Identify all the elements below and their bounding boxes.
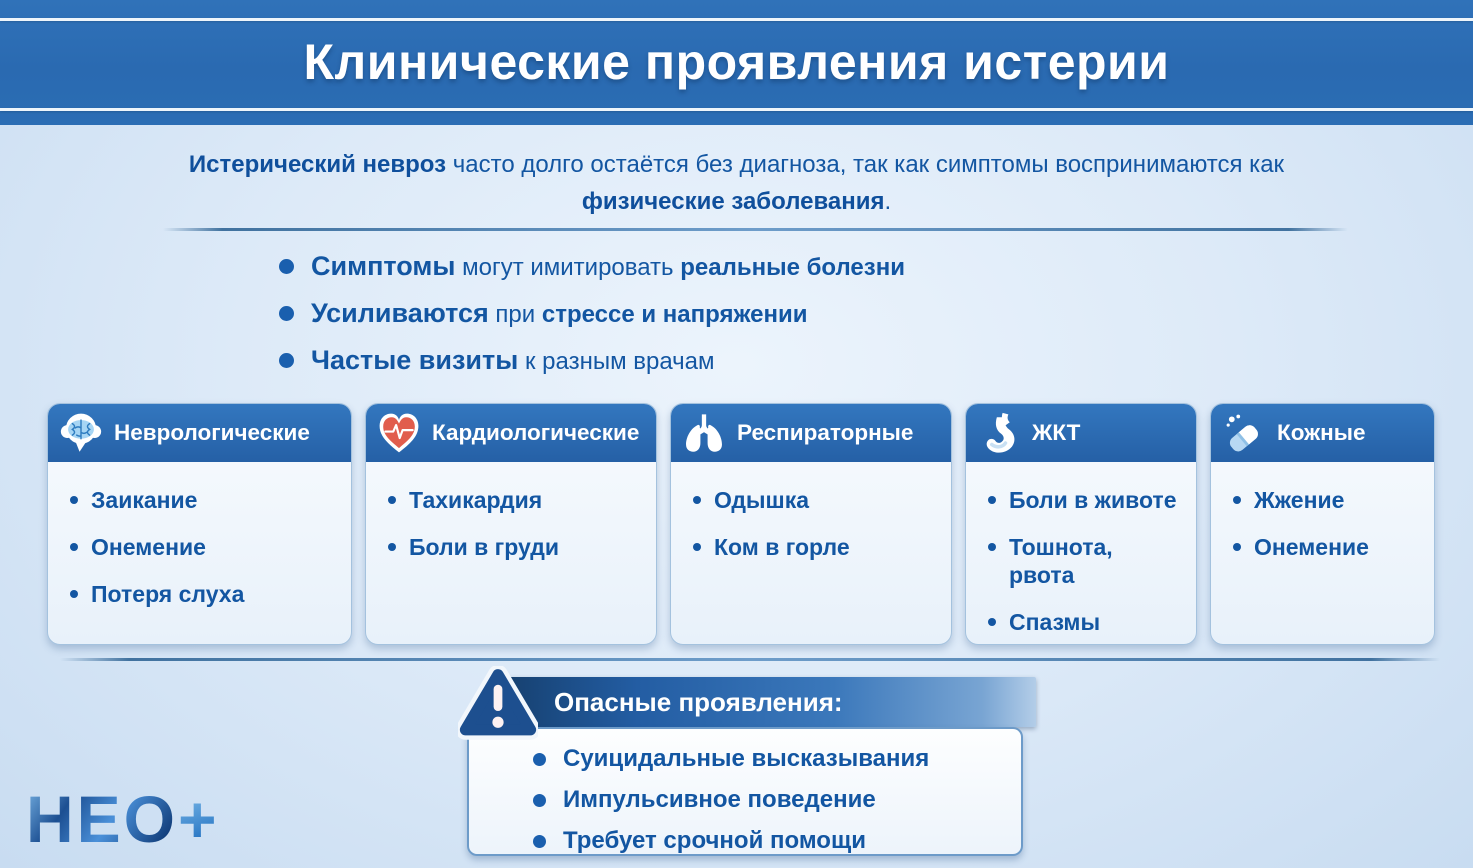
intro-divider xyxy=(163,228,1348,231)
brain-icon xyxy=(58,410,104,456)
intro-lead: Истерический невроз xyxy=(188,151,447,178)
bullet-dot xyxy=(693,543,701,551)
list-item: Потеря слуха xyxy=(70,580,335,608)
card-title: Кардиологические xyxy=(432,420,640,445)
list-item: Требует срочной помощи xyxy=(533,827,1021,855)
card-skin-body xyxy=(1211,462,1434,573)
card-cardiological-body xyxy=(366,462,656,573)
bandage-icon xyxy=(1221,410,1267,456)
card-title: Кожные xyxy=(1277,420,1366,445)
key-point xyxy=(279,251,905,282)
list-item: Жжение xyxy=(1233,486,1418,514)
banner-top-rule xyxy=(0,18,1473,21)
warning-triangle-icon xyxy=(458,666,538,738)
symptom-category-cards xyxy=(47,403,1435,645)
banner-bottom-rule xyxy=(0,108,1473,111)
bullet-dot xyxy=(533,794,546,807)
bullet-dot xyxy=(533,835,546,848)
list-item: Одышка xyxy=(693,486,935,514)
card-title: Респираторные xyxy=(737,420,914,445)
header-banner xyxy=(0,0,1473,125)
bullet-dot xyxy=(388,496,396,504)
bullet-dot xyxy=(388,543,396,551)
danger-signs-header xyxy=(504,677,1036,727)
stomach-icon xyxy=(976,410,1022,456)
card-gastrointestinal-body xyxy=(966,462,1196,645)
list-item: Тахикардия xyxy=(388,486,640,514)
list-item: Онемение xyxy=(70,533,335,561)
danger-signs-list xyxy=(467,727,1023,856)
key-points-list xyxy=(279,251,905,376)
list-item: Онемение xyxy=(1233,533,1418,561)
key-point-text: Частые визиты к разным врачам xyxy=(311,345,715,375)
cards-divider xyxy=(60,658,1440,661)
intro-emphasis: физические заболевания xyxy=(581,188,885,215)
page-title: Клинические проявления истерии xyxy=(303,33,1170,90)
bullet-dot xyxy=(693,496,701,504)
card-neurological-header xyxy=(48,404,351,462)
card-cardiological xyxy=(365,403,657,645)
bullet-dot xyxy=(988,543,996,551)
logo-text: НЕО xyxy=(26,782,179,856)
card-title: ЖКТ xyxy=(1032,420,1081,445)
bullet-dot xyxy=(988,618,996,626)
intro-period: . xyxy=(884,188,892,215)
intro-text: часто долго остаётся без диагноза, так как симптомы воспринимаются как xyxy=(446,151,1285,178)
card-respiratory xyxy=(670,403,952,645)
key-point-text: Усиливаются при стрессе и напряжении xyxy=(311,298,808,328)
card-gastrointestinal-header xyxy=(966,404,1196,462)
danger-signs-title: Опасные проявления: xyxy=(554,686,843,717)
list-item: Боли в груди xyxy=(388,533,640,561)
card-neurological xyxy=(47,403,352,645)
bullet-dot xyxy=(1233,543,1241,551)
list-item: Боли в животе xyxy=(988,486,1180,514)
bullet-dot xyxy=(70,543,78,551)
card-cardiological-header xyxy=(366,404,656,462)
bullet-dot xyxy=(988,496,996,504)
card-respiratory-header xyxy=(671,404,951,462)
bullet-dot xyxy=(70,496,78,504)
card-skin xyxy=(1210,403,1435,645)
danger-signs-panel xyxy=(458,666,1048,858)
key-point xyxy=(279,298,905,329)
bullet-dot xyxy=(533,753,546,766)
neo-plus-logo xyxy=(26,784,220,854)
bullet-dot xyxy=(1233,496,1241,504)
bullet-dot xyxy=(279,353,294,368)
card-neurological-body xyxy=(48,462,351,620)
key-point xyxy=(279,345,905,376)
list-item: Импульсивное поведение xyxy=(533,786,1021,814)
bullet-dot xyxy=(279,306,294,321)
card-skin-header xyxy=(1211,404,1434,462)
lungs-icon xyxy=(681,410,727,456)
card-gastrointestinal xyxy=(965,403,1197,645)
bullet-dot xyxy=(279,259,294,274)
key-point-text: Симптомы могут имитировать реальные болезни xyxy=(311,251,905,281)
intro-paragraph xyxy=(157,146,1317,220)
list-item: Спазмы xyxy=(988,608,1180,636)
heart-ecg-icon xyxy=(376,410,422,456)
card-title: Неврологические xyxy=(114,420,310,445)
list-item: Заикание xyxy=(70,486,335,514)
list-item: Суицидальные высказывания xyxy=(533,745,1021,773)
list-item: Тошнота, рвота xyxy=(988,533,1180,589)
list-item: Ком в горле xyxy=(693,533,935,561)
logo-plus-sign: + xyxy=(178,782,220,856)
bullet-dot xyxy=(70,590,78,598)
card-respiratory-body xyxy=(671,462,951,573)
